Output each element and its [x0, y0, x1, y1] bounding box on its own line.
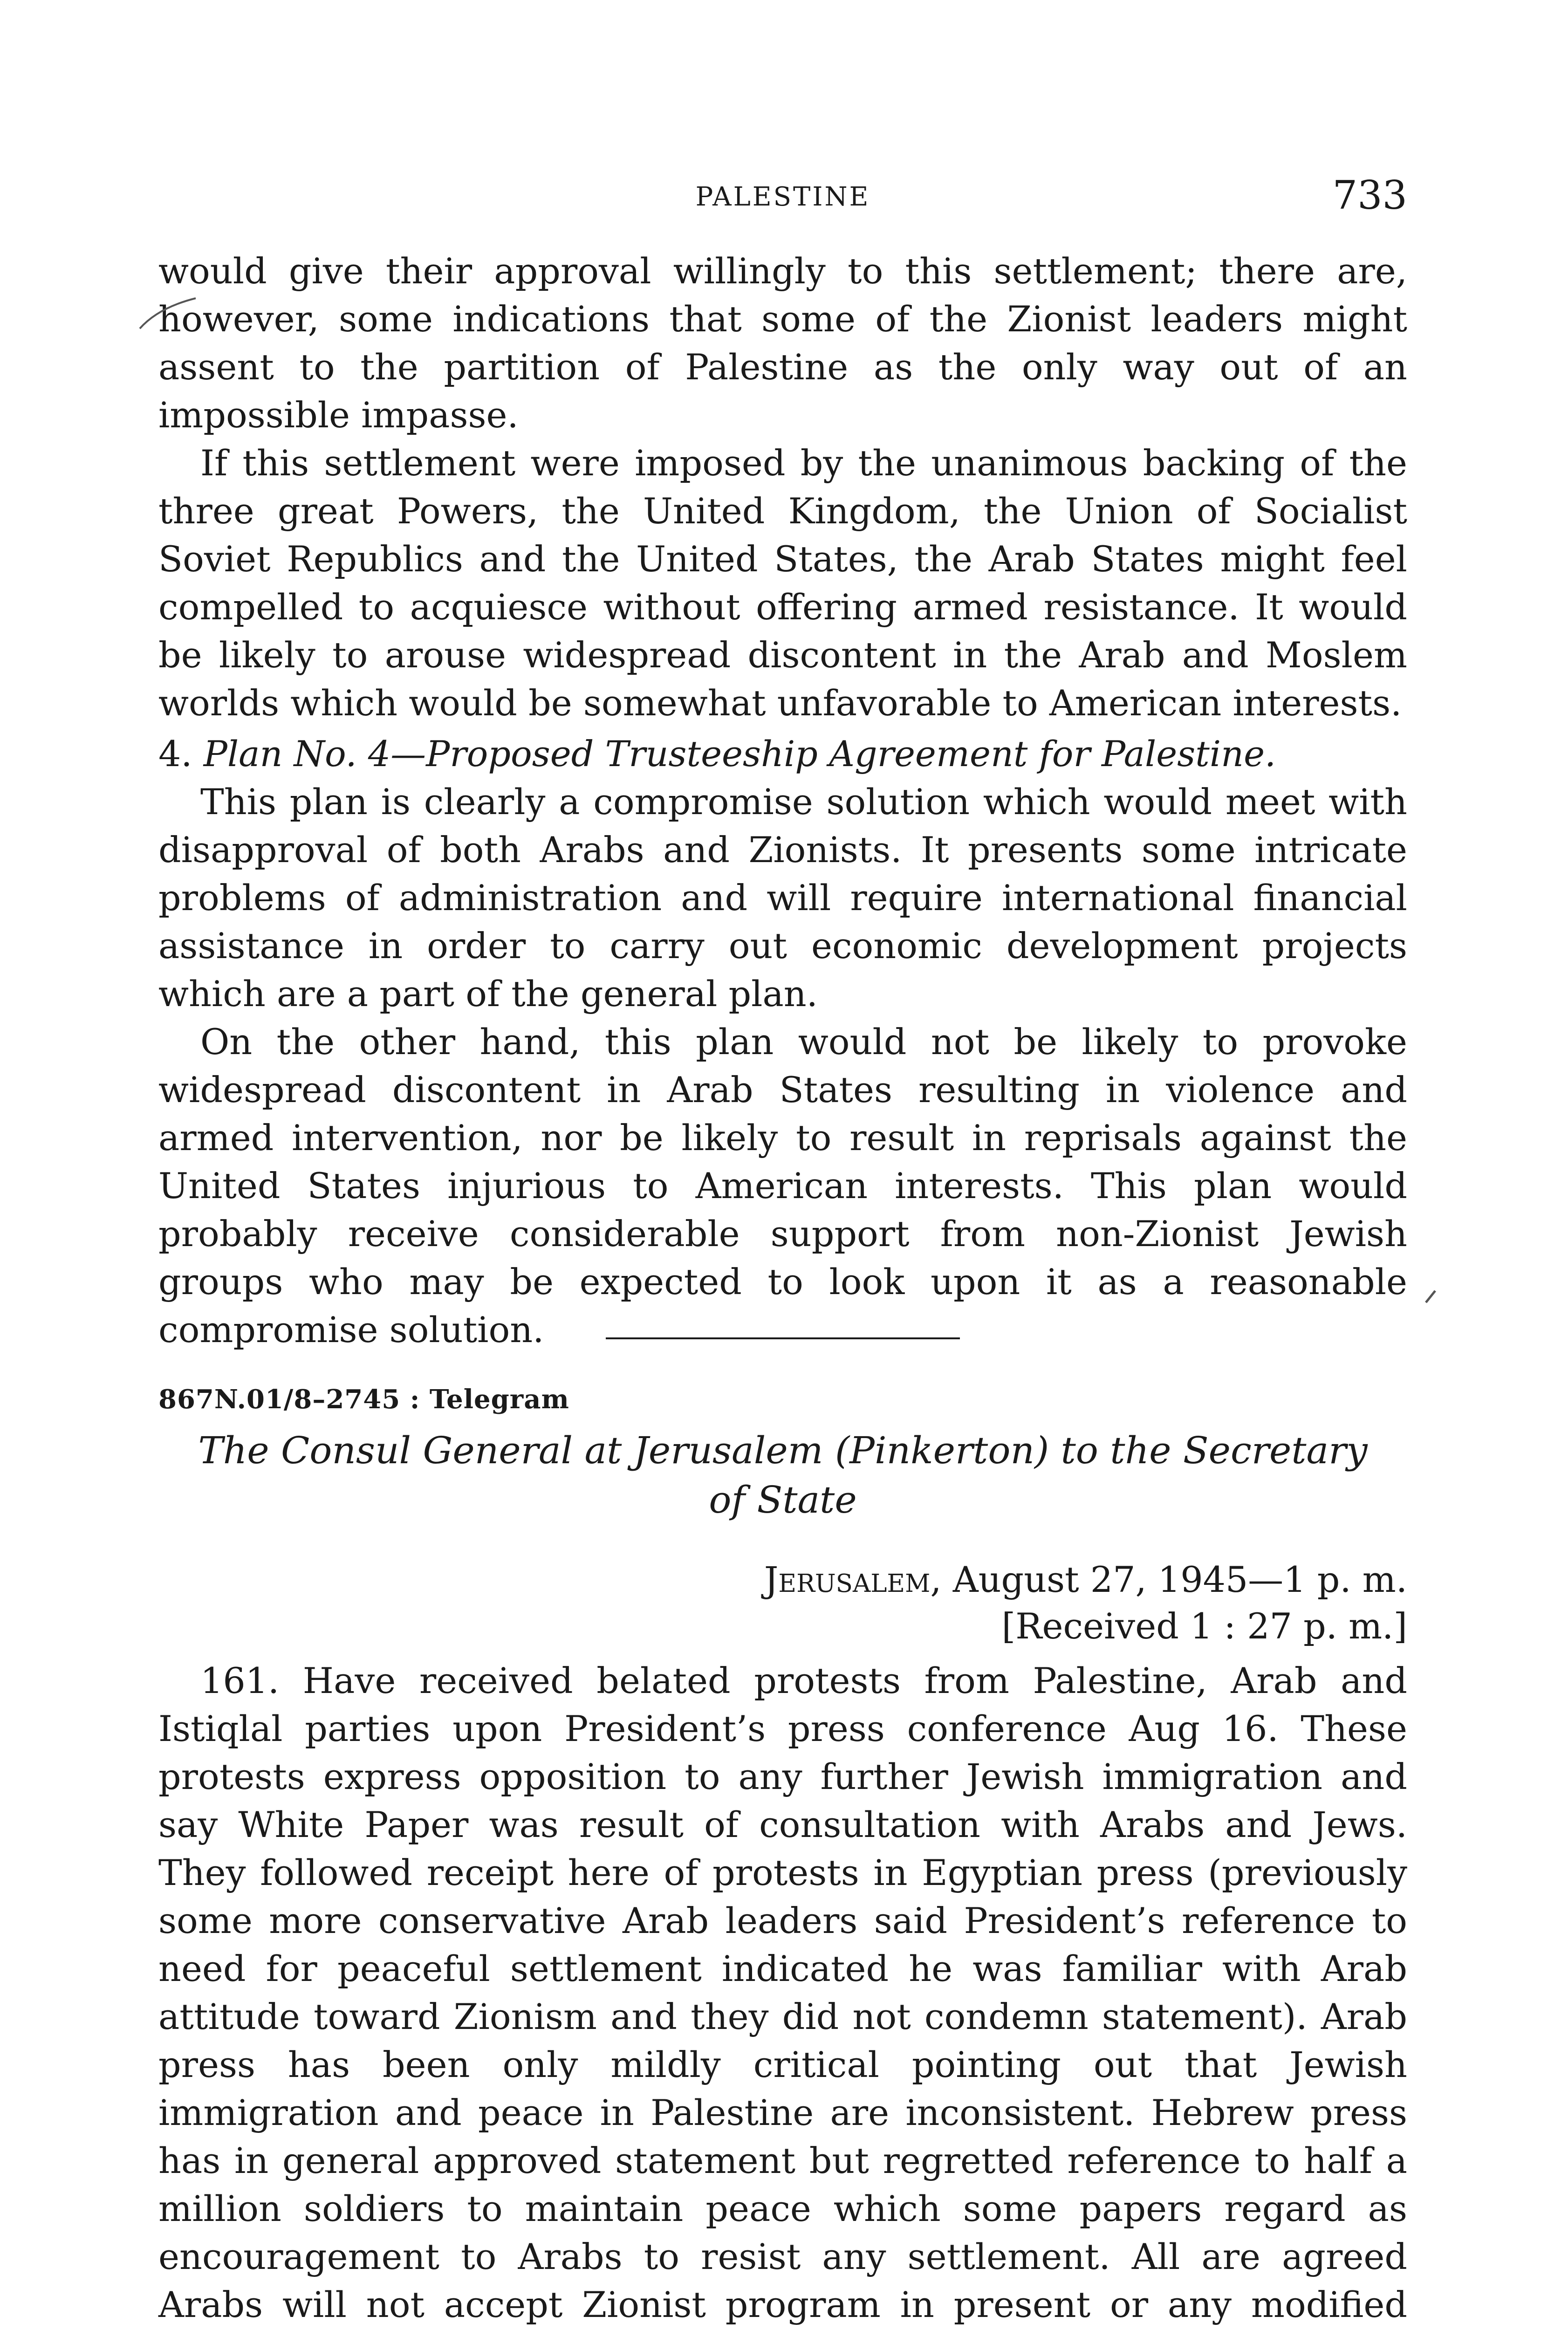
page-number: 733 [1332, 172, 1407, 218]
file-reference: 867N.01/8–2745 : Telegram [158, 1384, 569, 1415]
plan-heading [158, 730, 1407, 778]
plan-heading-title: Plan No. 4—Proposed Trusteeship Agreement for Palestine. [203, 733, 1276, 774]
pencil-tick-mark [1426, 1291, 1435, 1302]
dateline-place-date [764, 1556, 1407, 1603]
dateline-place: Jerusalem, [764, 1559, 942, 1600]
telegram-body [158, 1657, 1407, 2330]
received-time: [Received 1 : 27 p. m.] [1001, 1605, 1407, 1647]
page-header [158, 172, 1407, 219]
dateline [764, 1556, 1407, 1650]
paragraph-continued: would give their approval willingly to this settlement; there are, however, some indications that some of the Zionist leaders might assent to the partition of Palestine as the only way out of an impossible impasse. [158, 250, 1407, 436]
section-divider [606, 1337, 960, 1339]
telegram-title-line-2: of State [709, 1478, 857, 1521]
dateline-date: August 27, 1945—1 p. m. [952, 1559, 1407, 1600]
paragraph-plan-other-hand: On the other hand, this plan would not be likely to provoke widespread discontent in Arab States resulting in violence and armed intervention, nor be likely to result in reprisals against the United States injurious to American interests. This plan would probably receive considerable support from non-Zionist Jewish groups who may be expected to look upon it as a reasonable compromise solution. [158, 1021, 1407, 1350]
running-head: PALESTINE [695, 182, 870, 212]
telegram-title [158, 1426, 1407, 1525]
telegram-title-line-1: The Consul General at Jerusalem (Pinkerton) to the Secretary [198, 1429, 1368, 1472]
telegram-paragraph: 161. Have received belated protests from Palestine, Arab and Istiqlal parties upon President’s press conference Aug 16. These protests express opposition to any further Jewish immigration and say White Paper was result of consultation with Arabs and Jews. They followed receipt here of protests in Egyptian press (previously some more conservative Arab leaders said President’s reference to need for peaceful settlement indicated he was familiar with Arab attitude toward Zionism and they did not condemn statement). Arab press has been only mildly critical pointing out that Jewish immigration and peace in Palestine are inconsistent. Hebrew press has in general approved statement but regretted reference to half a million soldiers to maintain peace which some papers regard as encouragement to Arabs to resist any settlement. All are agreed Arabs will not accept Zionist program in present or any modified [158, 1660, 1407, 2325]
plan-heading-number: 4. [158, 733, 192, 774]
paragraph-plan-compromise: This plan is clearly a compromise solution which would meet with disapproval of both Arabs and Zionists. It presents some intricate problems of administration and will require international financial assistance in order to carry out economic development projects which are a part of the general plan. [158, 781, 1407, 1014]
memo-continuation [158, 247, 1407, 1354]
paragraph-settlement-imposed: If this settlement were imposed by the unanimous backing of the three great Powers, the United Kingdom, the Union of Socialist Soviet Republics and the United States, the Arab States might feel compelled to acquiesce without offering armed resistance. It would be likely to arouse widespread discontent in the Arab and Moslem worlds which would be somewhat unfavorable to American interests. [158, 442, 1407, 724]
